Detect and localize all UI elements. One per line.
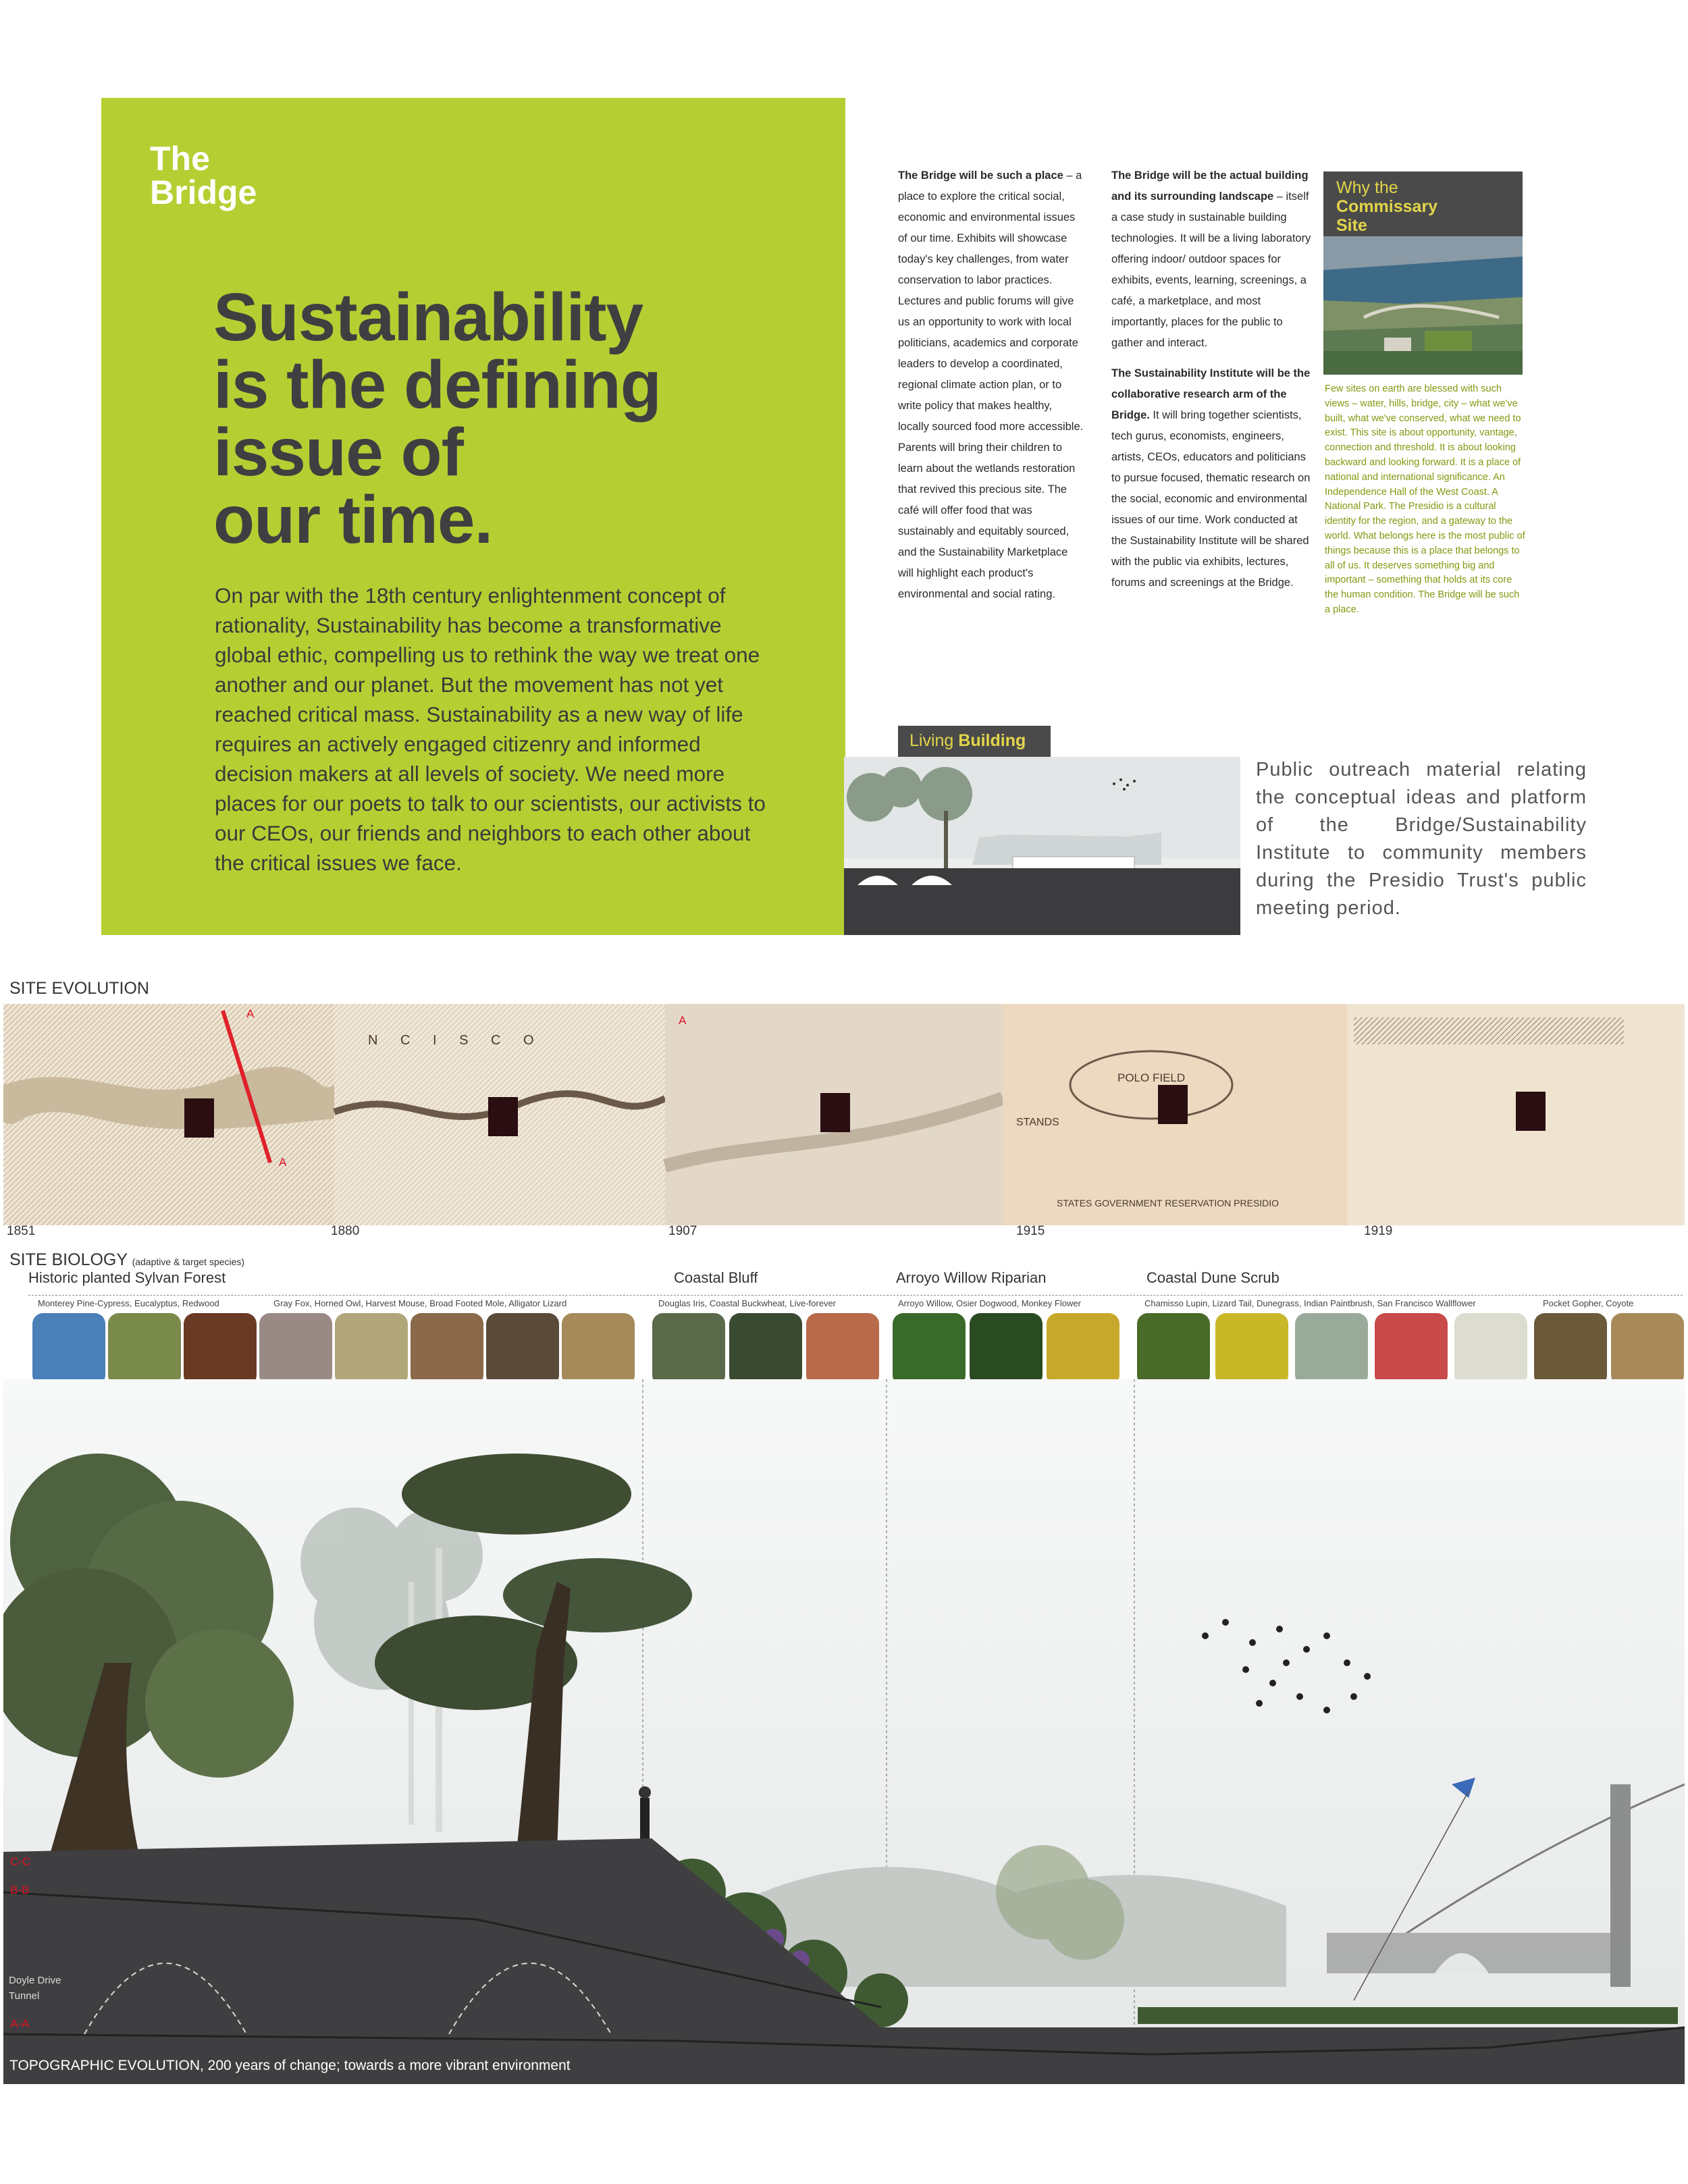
zone-riparian: Arroyo Willow Riparian <box>896 1269 1047 1286</box>
why-heading-line2: Commissary <box>1336 197 1438 216</box>
tunnel-label-1: Doyle Drive <box>9 1975 61 1986</box>
svg-text:C-C: C-C <box>10 1855 31 1868</box>
arroyo-willow-photo <box>893 1313 966 1386</box>
redwood-photo <box>184 1313 257 1386</box>
indian-paintbrush-photo <box>1375 1313 1448 1386</box>
living-building-label: Living Building <box>909 731 1026 750</box>
species-forest-animals: Gray Fox, Horned Owl, Harvest Mouse, Broad Footed Mole, Alligator Lizard <box>273 1298 567 1308</box>
year-1851: 1851 <box>7 1224 36 1238</box>
institute-body: It will bring together scientists, tech gurus, economists, engineers, artists, CEOs, educators and politicians to pursue focused, thematic research on the social, economic and environmental issues of our time. Work conducted at the Sustainability Institute will be shared with the public via exhibits, lectures, forums and screenings at the Bridge. <box>1111 409 1311 589</box>
year-1880: 1880 <box>331 1224 360 1238</box>
monterey-cypress-photo <box>32 1313 105 1386</box>
year-1907: 1907 <box>668 1224 697 1238</box>
why-heading-line1: Why the <box>1336 178 1398 197</box>
horned-owl-photo <box>335 1313 408 1386</box>
svg-text:STATES GOVERNMENT RESERVATION: STATES GOVERNMENT RESERVATION PRESIDIO <box>1057 1198 1280 1208</box>
map-1851 <box>3 1004 334 1225</box>
intro-paragraph: On par with the 18th century enlightenment concept of rationality, Sustainability has become a transformative global ethic, compelling us to rethink the way we treat one another and our planet. But the movement has not yet reached critical mass. Sustainability as a new way of life requires an actively engaged citizenry and informed decision makers at all levels of society. We need more places for our poets to talk to our scientists, our activists to our CEOs, our friends and neighbors to each other about the critical issues we face. <box>215 583 766 875</box>
eucalyptus-photo <box>108 1313 181 1386</box>
svg-text:A: A <box>679 1014 687 1027</box>
harvest-mouse-photo <box>411 1313 483 1386</box>
year-1915: 1915 <box>1016 1224 1045 1238</box>
lizard-tail-photo <box>1215 1313 1288 1386</box>
landscape-section-rendering <box>3 1379 1685 2084</box>
zone-bluff: Coastal Bluff <box>674 1269 758 1286</box>
svg-text:STANDS: STANDS <box>1016 1117 1059 1128</box>
topographic-caption: TOPOGRAPHIC EVOLUTION, 200 years of change; towards a more vibrant environment <box>9 2058 571 2073</box>
zone-forest: Historic planted Sylvan Forest <box>28 1269 226 1286</box>
column-building-institute <box>1111 165 1311 603</box>
pocket-gopher-photo <box>1534 1313 1607 1386</box>
coyote-photo <box>1611 1313 1684 1386</box>
site-evolution-label: SITE EVOLUTION <box>9 979 149 998</box>
zone-dune: Coastal Dune Scrub <box>1146 1269 1280 1286</box>
dogwood-photo <box>970 1313 1043 1386</box>
svg-text:N C I S C O: N C I S C O <box>368 1033 544 1048</box>
bridge-logo: The Bridge <box>150 140 257 211</box>
column-bridge-place <box>898 165 1084 605</box>
lupin-photo <box>1137 1313 1210 1386</box>
species-bluff-plants: Douglas Iris, Coastal Buckwheat, Live-forever <box>658 1298 837 1308</box>
map-1907 <box>665 1004 1003 1225</box>
live-forever-photo <box>806 1313 879 1386</box>
svg-text:B-B: B-B <box>10 1884 30 1896</box>
commissary-site-aerial-photo <box>1323 236 1523 375</box>
building-lead: The Bridge will be the actual building and its surrounding landscape <box>1111 169 1309 203</box>
species-riparian-plants: Arroyo Willow, Osier Dogwood, Monkey Flower <box>898 1298 1081 1308</box>
tunnel-label-2: Tunnel <box>9 1990 40 2002</box>
column-body: – a place to explore the critical social, economic and environmental issues of our time. Exhibits will showcase today's key challenges, from water conservation to labor practices. Lectures and public forums will give us an opportunity to work with local politicians, academics and corporate leaders to develop a coordinated, regional climate action plan, or to write policy that makes healthy, locally sourced food more accessible. Parents will bring their children to learn about the wetlands restoration that revived this precious site. The café will offer food that was sustainably and equitably sourced, and the Sustainability Marketplace will highlight each product's environmental and social rating. <box>898 169 1084 600</box>
alligator-lizard-photo <box>562 1313 635 1386</box>
dunegrass-photo <box>1295 1313 1368 1386</box>
why-body: Few sites on earth are blessed with such views – water, hills, bridge, city – what we've built, what we've conserved, what we need to exist. This site is about opportunity, vantage, connection and threshold. It is about looking backward and looking forward. It is a place of national and international significance. An Independence Hall of the West Coast. A National Park. The Presidio is a cultural identity for the region, and a gateway to the world. What belongs here is the most public of things because this is a place that belongs to all of us. It deserves something big and important – something that holds at its core the human condition. The Bridge will be such a place. <box>1325 383 1525 615</box>
why-heading-line3: Site <box>1336 216 1367 235</box>
species-forest-plants: Monterey Pine-Cypress, Eucalyptus, Redwood <box>38 1298 219 1308</box>
map-1915 <box>1003 1004 1347 1225</box>
site-biology-label: SITE BIOLOGY (adaptive & target species) <box>9 1250 245 1269</box>
year-1919: 1919 <box>1364 1224 1393 1238</box>
svg-text:POLO FIELD: POLO FIELD <box>1117 1071 1186 1084</box>
zone-divider <box>28 1295 1683 1296</box>
mole-photo <box>486 1313 559 1386</box>
monkey-flower-photo <box>1047 1313 1119 1386</box>
column-lead: The Bridge will be such a place <box>898 169 1063 182</box>
living-building-section-rendering <box>844 757 1240 935</box>
outreach-caption: Public outreach material relating the conceptual ideas and platform of the Bridge/Sustainability Institute to community members during the Presidio Trust's public meeting period. <box>1256 759 1587 919</box>
map-1880 <box>334 1004 665 1225</box>
building-body: – itself a case study in sustainable building technologies. It will be a living laboratory offering indoor/ outdoor spaces for exhibits, events, learning, screenings, a café, a marketplace, and most importantly, places for the public to gather and interact. <box>1111 190 1311 349</box>
douglas-iris-photo <box>652 1313 725 1386</box>
svg-text:A: A <box>279 1156 287 1169</box>
species-dune-plants: Chamisso Lupin, Lizard Tail, Dunegrass, Indian Paintbrush, San Francisco Wallflower <box>1144 1298 1476 1308</box>
gray-fox-photo <box>259 1313 332 1386</box>
buckwheat-photo <box>729 1313 802 1386</box>
species-dune-animals: Pocket Gopher, Coyote <box>1543 1298 1634 1308</box>
institute-lead: The Sustainability Institute will be the collaborative research arm of the Bridge. <box>1111 367 1311 421</box>
wallflower-photo <box>1454 1313 1527 1386</box>
historic-maps-strip <box>3 1004 1685 1225</box>
headline: Sustainability is the defining issue of our time. <box>213 279 661 558</box>
map-1919 <box>1347 1004 1685 1225</box>
svg-text:A: A <box>246 1007 255 1020</box>
svg-text:A-A: A-A <box>10 2017 30 2030</box>
